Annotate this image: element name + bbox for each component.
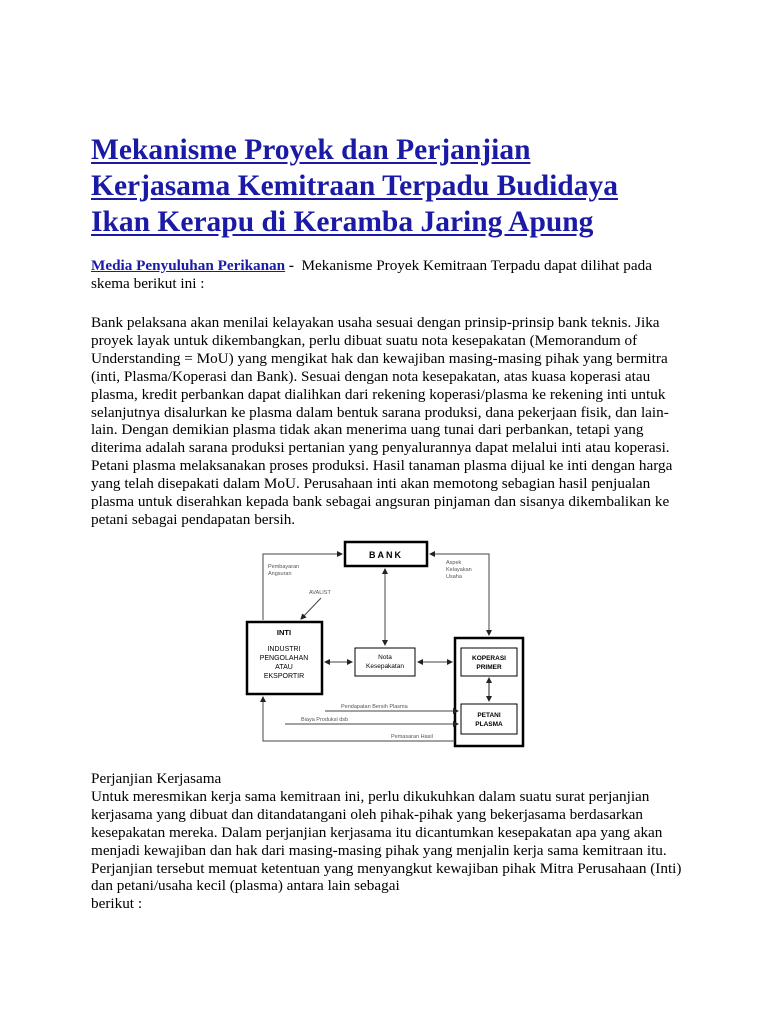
petani-box — [461, 704, 517, 734]
aspek-line: Usaha — [446, 574, 462, 580]
intro-paragraph — [91, 257, 691, 293]
pembayaran-line: Pembayaran — [268, 564, 300, 570]
title-line-3[interactable]: Ikan Kerapu di Keramba Jaring Apung — [91, 206, 594, 238]
body-line: proyek layak untuk dikembangkan, perlu dibuat suatu nota kesepakatan (Memorandum of — [91, 331, 638, 349]
nota-line: Kesepakatan — [366, 663, 404, 670]
inti-line: ATAU — [275, 664, 293, 671]
body-line: Bank pelaksana akan menilai kelayakan usaha sesuai dengan prinsip-prinsip bank teknis. Jika — [91, 314, 660, 331]
agreement-section — [91, 770, 691, 913]
section-heading: Perjanjian Kerjasama — [91, 770, 222, 787]
body-line: plasma, kredit perbankan dapat dialihkan dari rekening koperasi/plasma ke rekening inti untuk — [91, 385, 666, 403]
petani-line: PLASMA — [475, 721, 503, 728]
body-line: Petani plasma melaksanakan proses produksi. Hasil tanaman plasma dijual ke inti dengan harga — [91, 457, 673, 475]
agreement-line: berikut : — [91, 895, 143, 913]
intro-text: Mekanisme Proyek Kemitraan Terpadu dapat dilihat pada — [301, 257, 652, 274]
inti-box — [247, 622, 322, 694]
intro-line-1 — [91, 257, 691, 275]
body-line: plasma untuk diserahkan kepada bank sebagai angsuran pinjaman dan sisanya dikembalikan ke — [91, 493, 670, 511]
partnership-scheme-diagram — [241, 536, 531, 751]
nota-line: Nota — [378, 654, 392, 661]
avalist-label: AVALIST — [309, 590, 331, 596]
agreement-line: kerjasama yang dibuat dan ditandatangani oleh pihak-pihak yang bekerjasama berdasarkan — [91, 805, 644, 823]
body-paragraph — [91, 314, 691, 529]
bank-box — [345, 542, 427, 566]
inti-line: PENGOLAHAN — [259, 655, 309, 662]
article-title-link[interactable] — [91, 132, 711, 240]
petani-line: PETANI — [477, 712, 501, 719]
body-line: lain. Dengan demikian plasma tidak akan menerima uang tunai dari perbankan, tetapi yang — [91, 421, 644, 439]
koperasi-line: PRIMER — [476, 664, 502, 671]
source-link[interactable]: Media Penyuluhan Perikanan — [91, 257, 286, 274]
aspek-line: Kelayakan — [446, 567, 472, 573]
inti-line: EKSPORTIR — [263, 673, 305, 680]
agreement-line: menjadi kewajiban dan hak dari masing-masing pihak yang menjalin kerja sama kemitraan itu. — [91, 841, 667, 859]
agreement-line: Untuk meresmikan kerja sama kemitraan ini, perlu dikukuhkan dalam suatu surat perjanjian — [91, 787, 650, 805]
bank-label: BANK — [369, 550, 403, 560]
body-line: yang telah disepakati dalam MoU. Perusahaan inti akan memotong sebagian hasil penjualan — [91, 475, 651, 493]
pemasaran-label: Pemasaran Hasil — [391, 734, 433, 740]
nota-box — [355, 648, 415, 676]
koperasi-box — [461, 648, 517, 676]
inti-title: INTI — [276, 628, 292, 637]
agreement-line: kesepakatan mereka. Dalam perjanjian kerjasama itu dicantumkan kesepakatan apa yang akan — [91, 823, 663, 841]
intro-line-2: skema berikut ini : — [91, 274, 205, 292]
pendapatan-label: Pendapatan Bersih Plasma — [341, 704, 408, 710]
body-line: selanjutnya disalurkan ke plasma dalam bentuk sarana produksi, dana pekerjaan fisik, dan lain- — [91, 403, 669, 421]
biaya-label: Biaya Produksi dsb — [301, 717, 349, 723]
agreement-line: Perjanjian tersebut memuat ketentuan yang menyangkut kewajiban pihak Mitra Perusahaan (Inti) — [91, 859, 682, 877]
body-line: diterima adalah sarana produksi pertanian yang penyalurannya dapat melalui inti atau koperasi. — [91, 439, 670, 457]
title-line-2[interactable]: Kerjasama Kemitraan Terpadu Budidaya — [91, 170, 618, 202]
agreement-line: dan petani/usaha kecil (plasma) antara lain sebagai — [91, 877, 400, 895]
avalist-arrow — [301, 598, 321, 619]
pembayaran-line: Angsuran — [268, 571, 292, 577]
body-line: petani sebagai pendapatan bersih. — [91, 510, 296, 528]
intro-dash: - — [288, 257, 294, 274]
aspek-line: Aspek — [446, 560, 462, 566]
title-line-1[interactable]: Mekanisme Proyek dan Perjanjian — [91, 134, 531, 166]
body-line: (inti, Plasma/Koperasi dan Bank). Sesuai dengan nota kesepakatan, atas kuasa koperasi atau — [91, 367, 651, 385]
inti-line: INDUSTRI — [267, 646, 301, 653]
koperasi-container — [455, 638, 523, 746]
koperasi-line: KOPERASI — [472, 655, 506, 662]
body-line: Understanding = MoU) yang mengikat hak dan kewajiban masing-masing pihak yang bermitra — [91, 349, 668, 367]
